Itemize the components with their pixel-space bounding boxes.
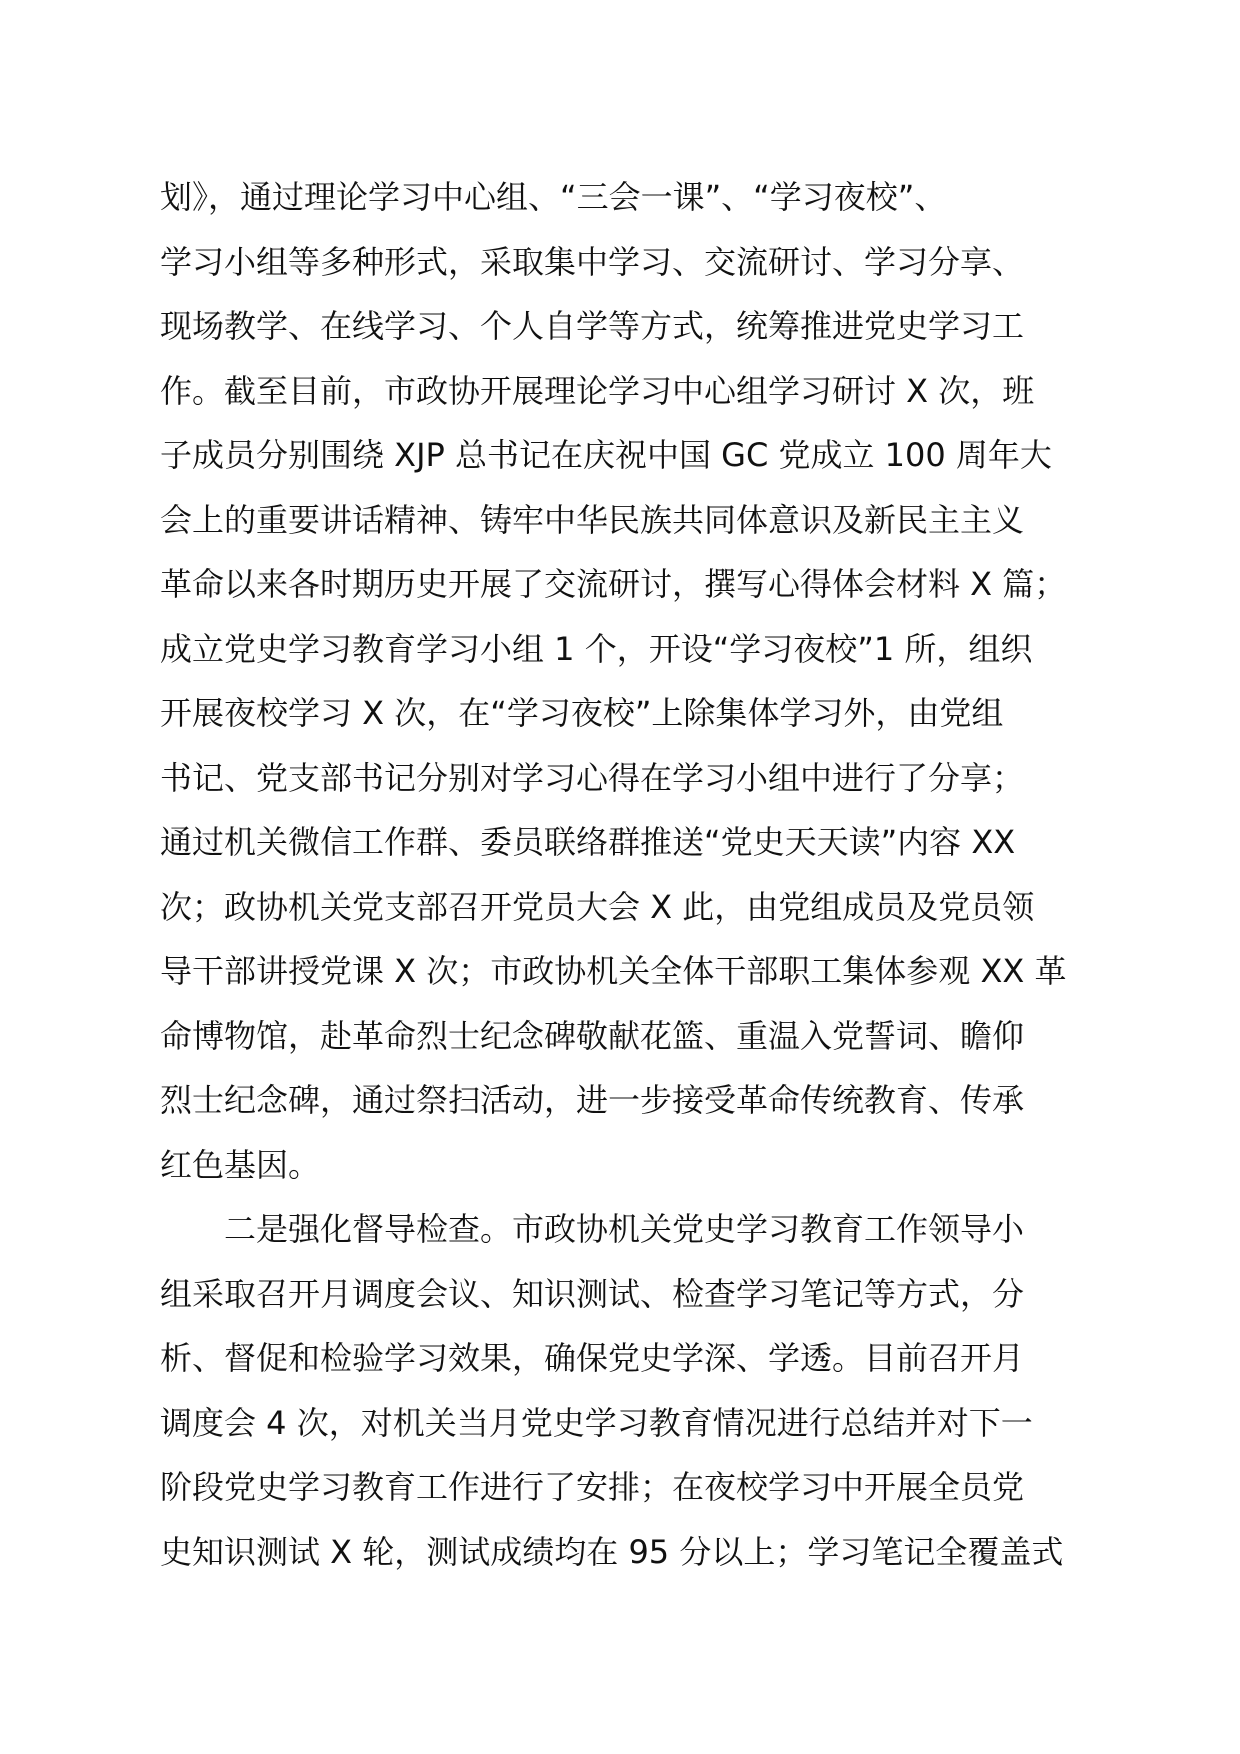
text-line: 命博物馆，赴革命烈士纪念碑敬献花篮、重温入党誓词、瞻仰	[160, 1016, 1025, 1055]
text-line: 红色基因。	[160, 1145, 321, 1184]
text-line: 成立党史学习教育学习小组 1 个，开设“学习夜校”1 所，组织	[160, 629, 1033, 668]
text-line: 烈士纪念碑，通过祭扫活动，进一步接受革命传统教育、传承	[160, 1081, 1025, 1119]
text-line: 革命以来各时期历史开展了交流研讨，撰写心得体会材料 X 篇；	[160, 565, 1067, 603]
text-line: 析、督促和检验学习效果，确保党史学深、学透。目前召开月	[160, 1339, 1025, 1377]
text-line: 学习小组等多种形式，采取集中学习、交流研讨、学习分享、	[160, 242, 1025, 281]
text-line: 作。截至目前，市政协开展理论学习中心组学习研讨 X 次，班	[160, 371, 1035, 410]
text-line: 子成员分别围绕 XJP 总书记在庆祝中国 GC 党成立 100 周年大	[160, 436, 1052, 474]
paragraph-start-line: 二是强化督导检查。市政协机关党史学习教育工作领导小	[224, 1210, 1025, 1248]
text-line: 划》，通过理论学习中心组、“三会一课”、“学习夜校”、	[160, 178, 947, 216]
text-line: 次；政协机关党支部召开党员大会 X 此，由党组成员及党员领	[160, 887, 1035, 926]
text-line: 书记、党支部书记分别对学习心得在学习小组中进行了分享；	[160, 758, 1025, 797]
text-line: 阶段党史学习教育工作进行了安排；在夜校学习中开展全员党	[160, 1468, 1025, 1506]
body-text	[160, 165, 1120, 1584]
text-line: 开展夜校学习 X 次，在“学习夜校”上除集体学习外，由党组	[160, 694, 1004, 732]
text-line: 会上的重要讲话精神、铸牢中华民族共同体意识及新民主主义	[160, 500, 1025, 539]
text-line: 组采取召开月调度会议、知识测试、检查学习笔记等方式，分	[160, 1274, 1025, 1313]
text-line: 调度会 4 次，对机关当月党史学习教育情况进行总结并对下一	[160, 1403, 1033, 1442]
text-line: 史知识测试 X 轮，测试成绩均在 95 分以上；学习笔记全覆盖式	[160, 1532, 1064, 1571]
text-line: 导干部讲授党课 X 次；市政协机关全体干部职工集体参观 XX 革	[160, 952, 1067, 990]
text-line: 通过机关微信工作群、委员联络群推送“党史天天读”内容 XX	[160, 823, 1016, 861]
text-line: 现场教学、在线学习、个人自学等方式，统筹推进党史学习工	[160, 307, 1025, 345]
